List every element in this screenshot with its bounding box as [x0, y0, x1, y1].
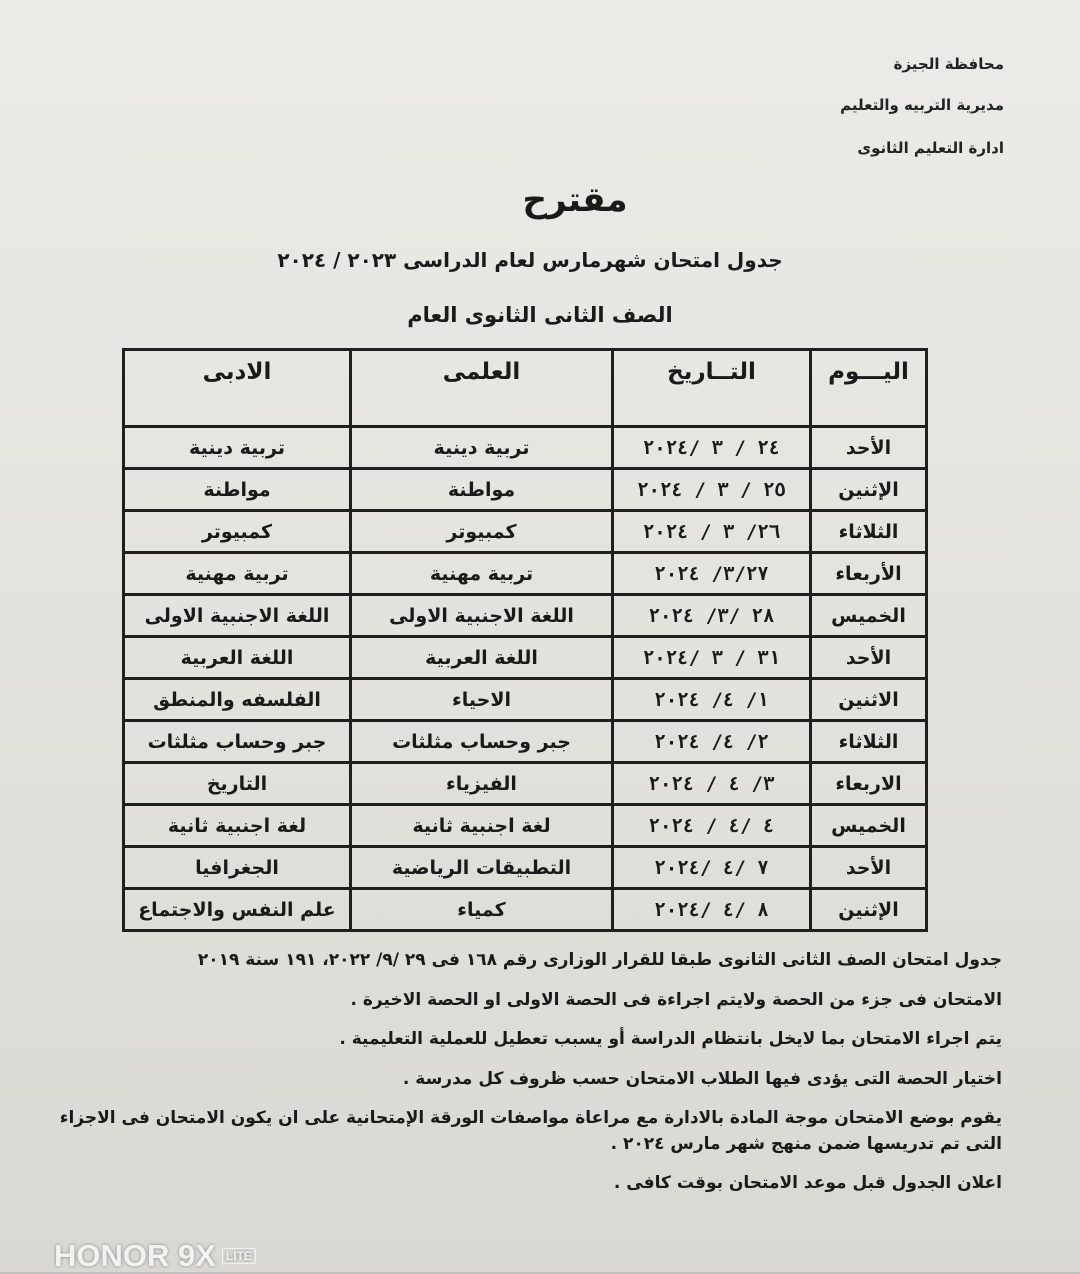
table-cell-date: ٧ /٤ /٢٠٢٤ [613, 847, 811, 889]
grade-label: الصف الثانى الثانوى العام [407, 303, 673, 327]
table-cell-day: الأربعاء [811, 553, 927, 595]
table-cell-literary: تربية دينية [124, 427, 351, 469]
table-cell-literary: مواطنة [124, 469, 351, 511]
header-literary: الادبى [124, 350, 351, 427]
table-cell-date: ٣/٢٧/ ٢٠٢٤ [613, 553, 811, 595]
table-cell-scientific: اللغة الاجنبية الاولى [351, 595, 613, 637]
table-row [124, 637, 927, 679]
table-cell-scientific: كمياء [351, 889, 613, 931]
table-row [124, 889, 927, 931]
table-cell-date: ٢٨ /٣/ ٢٠٢٤ [613, 595, 811, 637]
table-cell-day: الخميس [811, 595, 927, 637]
table-cell-literary: تربية مهنية [124, 553, 351, 595]
page-title: مقترح [522, 180, 628, 220]
table-cell-literary: الفلسفه والمنطق [124, 679, 351, 721]
table-row [124, 511, 927, 553]
table-cell-day: الأحد [811, 637, 927, 679]
table-cell-scientific: مواطنة [351, 469, 613, 511]
note-item: يتم اجراء الامتحان بما لايخل بانتظام الدراسة أو يسبب تعطيل للعملية التعليمية . [339, 1029, 1002, 1049]
table-header-row [124, 350, 927, 427]
table-cell-scientific: جبر وحساب مثلثات [351, 721, 613, 763]
table-cell-scientific: تربية مهنية [351, 553, 613, 595]
table-cell-day: الثلاثاء [811, 721, 927, 763]
table-cell-date: ٤ /٤ / ٢٠٢٤ [613, 805, 811, 847]
table-cell-literary: كمبيوتر [124, 511, 351, 553]
table-row [124, 595, 927, 637]
table-cell-literary: اللغة العربية [124, 637, 351, 679]
table-cell-date: ١/ ٤/ ٢٠٢٤ [613, 679, 811, 721]
camera-watermark [54, 1238, 256, 1274]
table-row [124, 679, 927, 721]
table-cell-scientific: الاحياء [351, 679, 613, 721]
table-row [124, 847, 927, 889]
header-date: التــاريخ [613, 350, 811, 427]
table-cell-literary: التاريخ [124, 763, 351, 805]
table-cell-literary: اللغة الاجنبية الاولى [124, 595, 351, 637]
table-cell-date: ٢٤ / ٣ /٢٠٢٤ [613, 427, 811, 469]
table-cell-scientific: تربية دينية [351, 427, 613, 469]
table-cell-literary: جبر وحساب مثلثات [124, 721, 351, 763]
table-cell-date: ٨ /٤ /٢٠٢٤ [613, 889, 811, 931]
table-cell-day: الأحد [811, 427, 927, 469]
header-scientific: العلمى [351, 350, 613, 427]
governorate-label: محافظة الجيزة [893, 55, 1004, 73]
table-cell-literary: الجغرافيا [124, 847, 351, 889]
table-row [124, 805, 927, 847]
schedule-subtitle: جدول امتحان شهرمارس لعام الدراسى ٢٠٢٣ / ٢٠٢٤ [277, 248, 783, 272]
table-cell-date: ٣/ ٤ / ٢٠٢٤ [613, 763, 811, 805]
table-cell-day: الاربعاء [811, 763, 927, 805]
note-item: الامتحان فى جزء من الحصة ولايتم اجراءة فى الحصة الاولى او الحصة الاخيرة . [350, 989, 1002, 1010]
table-cell-scientific: التطبيقات الرياضية [351, 847, 613, 889]
table-cell-day: الثلاثاء [811, 511, 927, 553]
table-cell-date: ٢٥ / ٣ / ٢٠٢٤ [613, 469, 811, 511]
exam-schedule-table [122, 348, 928, 932]
table-cell-day: الإثنين [811, 889, 927, 931]
camera-badge: LITE [222, 1248, 256, 1264]
note-item: اختيار الحصة التى يؤدى فيها الطلاب الامتحان حسب ظروف كل مدرسة . [402, 1068, 1002, 1089]
table-cell-scientific: اللغة العربية [351, 637, 613, 679]
table-cell-scientific: كمبيوتر [351, 511, 613, 553]
table-cell-day: الأحد [811, 847, 927, 889]
table-cell-scientific: لغة اجنبية ثانية [351, 805, 613, 847]
table-cell-scientific: الفيزياء [351, 763, 613, 805]
table-row [124, 763, 927, 805]
note-item: يقوم بوضع الامتحان موجة المادة بالادارة مع مراعاة مواصفات الورقة الإمتحانية على ان يكون الامتحان فى الاجزاء التى تم تدريسها ضمن منهج شهر مارس ٢٠٢٤ . [59, 1108, 1002, 1154]
notes-section [42, 948, 1002, 1211]
camera-brand: HONOR 9X [54, 1238, 216, 1273]
table-row [124, 469, 927, 511]
table-body [124, 427, 927, 931]
table-cell-date: ٢٦/ ٣ / ٢٠٢٤ [613, 511, 811, 553]
table-cell-literary: علم النفس والاجتماع [124, 889, 351, 931]
table-cell-day: الإثنين [811, 469, 927, 511]
note-item: اعلان الجدول قبل موعد الامتحان بوقت كافى . [613, 1173, 1002, 1193]
header-day: اليـــوم [811, 350, 927, 427]
directorate-label: مديرية التربيه والتعليم [840, 96, 1004, 114]
table-row [124, 721, 927, 763]
table-cell-literary: لغة اجنبية ثانية [124, 805, 351, 847]
administration-label: ادارة التعليم الثانوى [857, 139, 1004, 157]
table-cell-day: الاثنين [811, 679, 927, 721]
table-row [124, 427, 927, 469]
table-row [124, 553, 927, 595]
note-item: جدول امتحان الصف الثانى الثانوى طبقا للقرار الوزارى رقم ١٦٨ فى ٢٩ /٩/ ٢٠٢٢، ١٩١ سنة ٢٠١٩ [197, 950, 1002, 970]
table-cell-date: ٣١ / ٣ /٢٠٢٤ [613, 637, 811, 679]
table-cell-date: ٢/ ٤/ ٢٠٢٤ [613, 721, 811, 763]
table-cell-day: الخميس [811, 805, 927, 847]
